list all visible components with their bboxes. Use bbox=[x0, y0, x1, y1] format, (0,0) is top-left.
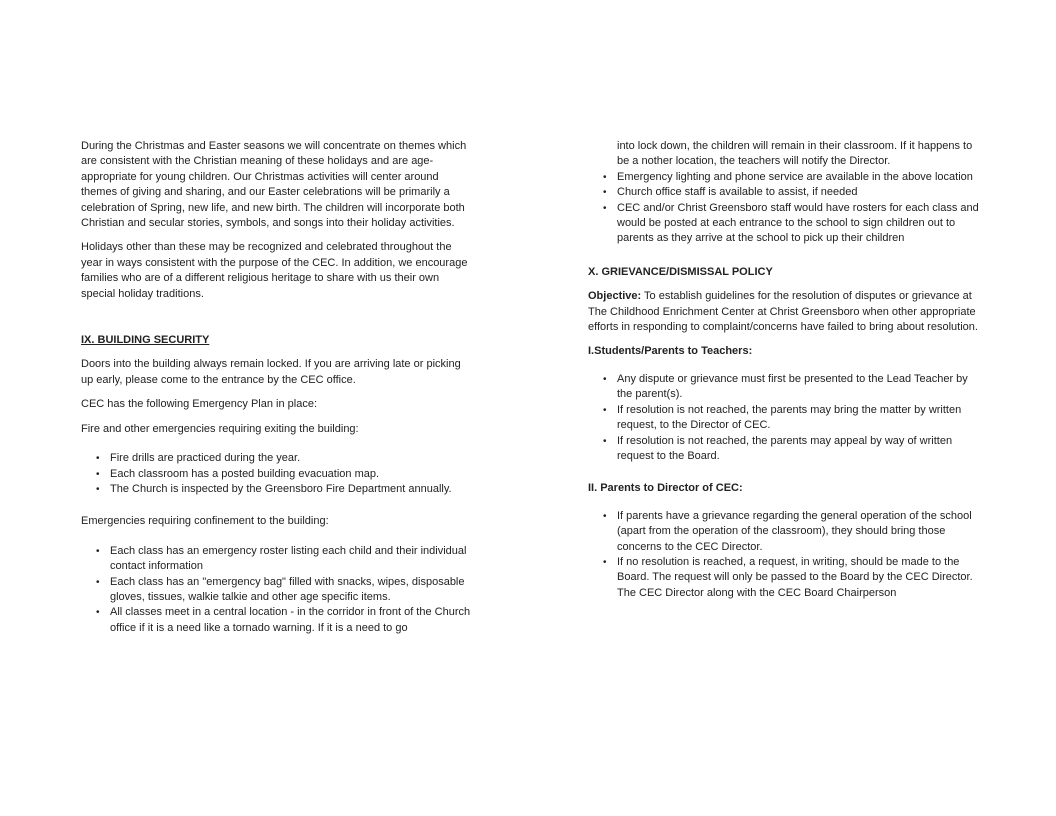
continuation-text: into lock down, the children will remain in their classroom. If it happens to be a nother location, the teachers will notify the Director. bbox=[617, 140, 973, 168]
list-item: • Church office staff is available to assist, if needed bbox=[617, 185, 983, 200]
list-item: • All classes meet in a central location - in the corridor in front of the Church office if it is a need like a tornado warning. If it is a need to go bbox=[110, 605, 471, 636]
confinement-list-continued bbox=[588, 170, 983, 247]
list-item: • Fire drills are practiced during the year. bbox=[110, 451, 471, 466]
objective-paragraph bbox=[588, 289, 983, 335]
list-item: • Each class has an emergency roster listing each child and their individual contact information bbox=[110, 544, 471, 575]
confinement-paragraph: Emergencies requiring confinement to the building: bbox=[81, 515, 329, 528]
list-item: • Each classroom has a posted building evacuation map. bbox=[110, 467, 471, 482]
list-item: • If parents have a grievance regarding the general operation of the school (apart from the operation of the classroom), they should bring those concerns to the CEC Director. bbox=[617, 509, 983, 555]
confinement-list bbox=[81, 544, 471, 636]
holidays-paragraph: Holidays other than these may be recognized and celebrated throughout the year in ways consistent with the purpose of the CEC. In addition, we encourage families who are of a different religious heritage to share with us their own special holiday traditions. bbox=[81, 241, 468, 300]
parents-director-list bbox=[588, 509, 983, 601]
list-item: • Emergency lighting and phone service are available in the above location bbox=[617, 170, 983, 185]
list-item: • CEC and/or Christ Greensboro staff would have rosters for each class and would be posted at each entrance to the school to sign children out to parents as they arrive at the school to pick up their children bbox=[617, 201, 983, 247]
fire-emergencies-paragraph: Fire and other emergencies requiring exiting the building: bbox=[81, 422, 359, 435]
objective-text: To establish guidelines for the resolution of disputes or grievance at The Childhood Enrichment Center at Christ Greensboro when other appropriate efforts in responding to complaint/concerns have failed to bring about resolution. bbox=[588, 290, 978, 334]
right-column bbox=[588, 139, 983, 601]
list-item: • If resolution is not reached, the parents may appeal by way of written request to the Board. bbox=[617, 434, 983, 465]
objective-label: Objective: bbox=[588, 290, 642, 303]
students-parents-heading: I.Students/Parents to Teachers: bbox=[588, 345, 753, 358]
list-item: • Any dispute or grievance must first be presented to the Lead Teacher by the parent(s). bbox=[617, 372, 983, 403]
list-item: • Each class has an "emergency bag" filled with snacks, wipes, disposable gloves, tissues, walkie talkie and other age specific items. bbox=[110, 575, 471, 606]
left-column bbox=[81, 139, 471, 636]
parents-director-heading: II. Parents to Director of CEC: bbox=[588, 482, 743, 495]
doors-paragraph: Doors into the building always remain locked. If you are arriving late or picking up early, please come to the entrance by the CEC office. bbox=[81, 358, 461, 386]
fire-list bbox=[81, 451, 471, 497]
list-item: • The Church is inspected by the Greensboro Fire Department annually. bbox=[110, 482, 471, 497]
list-item: • If no resolution is reached, a request, in writing, should be made to the Board. The request will only be passed to the Board by the CEC Director. The CEC Director along with the CEC Board Chairperson bbox=[617, 555, 983, 601]
emergency-plan-paragraph: CEC has the following Emergency Plan in place: bbox=[81, 398, 318, 411]
christmas-paragraph: During the Christmas and Easter seasons we will concentrate on themes which are consistent with the Christian meaning of these holidays and are age-appropriate for young children. Our Christmas activities will center around themes of giving and sharing, and our Easter celebrations will be primarily a celebration of Spring, new life, and new birth. The children will incorporate both Christian and secular stories, symbols, and songs into their holiday activities. bbox=[81, 140, 467, 230]
grievance-heading: X. GRIEVANCE/DISMISSAL POLICY bbox=[588, 265, 773, 278]
building-security-heading: IX. BUILDING SECURITY bbox=[81, 334, 210, 347]
list-item: • If resolution is not reached, the parents may bring the matter by written request, to the Director of CEC. bbox=[617, 403, 983, 434]
students-parents-list bbox=[588, 372, 983, 464]
